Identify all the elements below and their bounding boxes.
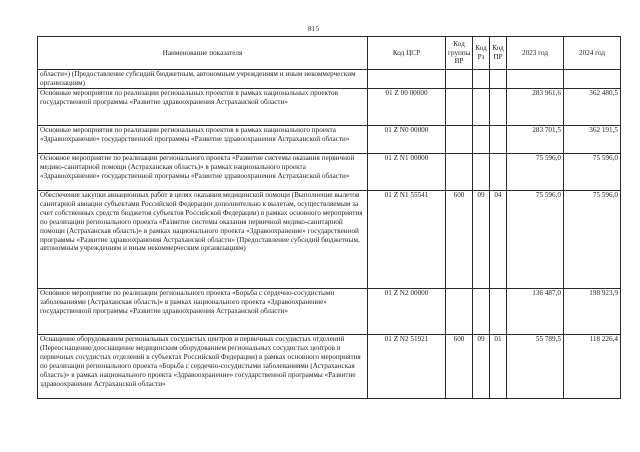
table-row	[38, 70, 621, 89]
table-row	[38, 89, 621, 126]
row-vr	[446, 289, 473, 335]
row-name: Основные мероприятия по реализации региональных проектов в рамках национальных проектов государственной программы «Развитие здравоохранения Астраханской области»	[38, 89, 368, 126]
page-number: 815	[308, 25, 320, 33]
row-pr: 01	[490, 335, 507, 399]
header-name: Наименование показателя	[38, 37, 368, 70]
row-csr: 01 Z N2 00000	[368, 289, 446, 335]
table-row	[38, 289, 621, 335]
row-pr	[490, 89, 507, 126]
row-vr: 600	[446, 191, 473, 289]
row-rz: 09	[473, 191, 490, 289]
header-rz: Код Рз	[473, 37, 490, 70]
row-pr	[490, 126, 507, 154]
row-2024: 198 923,9	[564, 289, 621, 335]
row-name: Основное мероприятие по реализации регионального проекта «Развитие системы оказания первичной медико-санитарной помощи (Астраханская область)» в рамках национального проекта «Здравоохранение» государственной программы «Развитие здравоохранения Астраханской области»	[38, 154, 368, 191]
row-vr: 600	[446, 335, 473, 399]
row-2024: 362 480,5	[564, 89, 621, 126]
row-2024: 75 596,0	[564, 154, 621, 191]
row-csr: 01 Z N0 00000	[368, 126, 446, 154]
header-2023: 2023 год	[507, 37, 564, 70]
row-2023: 283 701,5	[507, 126, 564, 154]
row-2024: 118 226,4	[564, 335, 621, 399]
row-vr	[446, 70, 473, 89]
row-csr: 01 Z 00 00000	[368, 89, 446, 126]
row-pr: 04	[490, 191, 507, 289]
row-2024: 75 596,0	[564, 191, 621, 289]
row-2023	[507, 70, 564, 89]
row-2023: 55 789,5	[507, 335, 564, 399]
row-csr: 01 Z N1 55541	[368, 191, 446, 289]
row-2023: 283 961,6	[507, 89, 564, 126]
row-2023: 136 487,0	[507, 289, 564, 335]
row-name: области») (Предоставление субсидий бюджетным, автономным учреждениям и иным некоммерческим организациям)	[38, 70, 368, 89]
table-row	[38, 154, 621, 191]
table-row	[38, 191, 621, 289]
header-2024: 2024 год	[564, 37, 621, 70]
header-pr: Код ПР	[490, 37, 507, 70]
row-name: Основные мероприятия по реализации региональных проектов в рамках национального проекта «Здравоохранение» государственной программы «Развитие здравоохранения Астраханской области»	[38, 126, 368, 154]
row-rz: 09	[473, 335, 490, 399]
budget-table	[37, 36, 621, 399]
row-csr	[368, 70, 446, 89]
table-row	[38, 335, 621, 399]
table-header-row	[38, 37, 621, 70]
row-name: Обеспечение закупки авиационных работ в целях оказания медицинской помощи (Выполнение вылетов санитарной авиации субъектами Российской Федерации дополнительно к вылетам, осуществляемым за счет собственных средств бюджетов субъектов Российской Федерации) в рамках основного мероприятия по реализации регионального проекта «Развитие системы оказания первичной медико-санитарной помощи (Астраханская область)» в рамках национального проекта «Здравоохранение» государственной программы «Развитие здравоохранения Астраханской области» (Предоставление субсидий бюджетным, автономным учреждениям и иным некоммерческим организациям)	[38, 191, 368, 289]
row-2023: 75 596,0	[507, 191, 564, 289]
row-csr: 01 Z N2 51921	[368, 335, 446, 399]
row-rz	[473, 126, 490, 154]
row-pr	[490, 154, 507, 191]
table-row	[38, 126, 621, 154]
row-2023: 75 596,0	[507, 154, 564, 191]
row-vr	[446, 89, 473, 126]
row-vr	[446, 154, 473, 191]
header-csr: Код ЦСР	[368, 37, 446, 70]
row-rz	[473, 154, 490, 191]
row-vr	[446, 126, 473, 154]
row-2024	[564, 70, 621, 89]
row-name: Оснащение оборудованием региональных сосудистых центров и первичных сосудистых отделений (Переоснащение/дооснащение медицинским оборудованием региональных сосудистых центров и первичных сосудистых отделений в субъектах Российской Федерации) в рамках основного мероприятия по реализации регионального проекта «Борьба с сердечно-сосудистыми заболеваниями (Астраханская область)» в рамках национального проекта «Здравоохранение» государственной программы «Развитие здравоохранения Астраханской области»	[38, 335, 368, 399]
row-pr	[490, 70, 507, 89]
row-name: Основное мероприятие по реализации регионального проекта «Борьба с сердечно-сосудистыми заболеваниями (Астраханская область)» в рамках национального проекта «Здравоохранение» государственной программы «Развитие здравоохранения Астраханской области»	[38, 289, 368, 335]
header-vr: Код группы ВР	[446, 37, 473, 70]
row-csr: 01 Z N1 00000	[368, 154, 446, 191]
row-2024: 362 191,5	[564, 126, 621, 154]
row-rz	[473, 89, 490, 126]
row-pr	[490, 289, 507, 335]
row-rz	[473, 70, 490, 89]
row-rz	[473, 289, 490, 335]
